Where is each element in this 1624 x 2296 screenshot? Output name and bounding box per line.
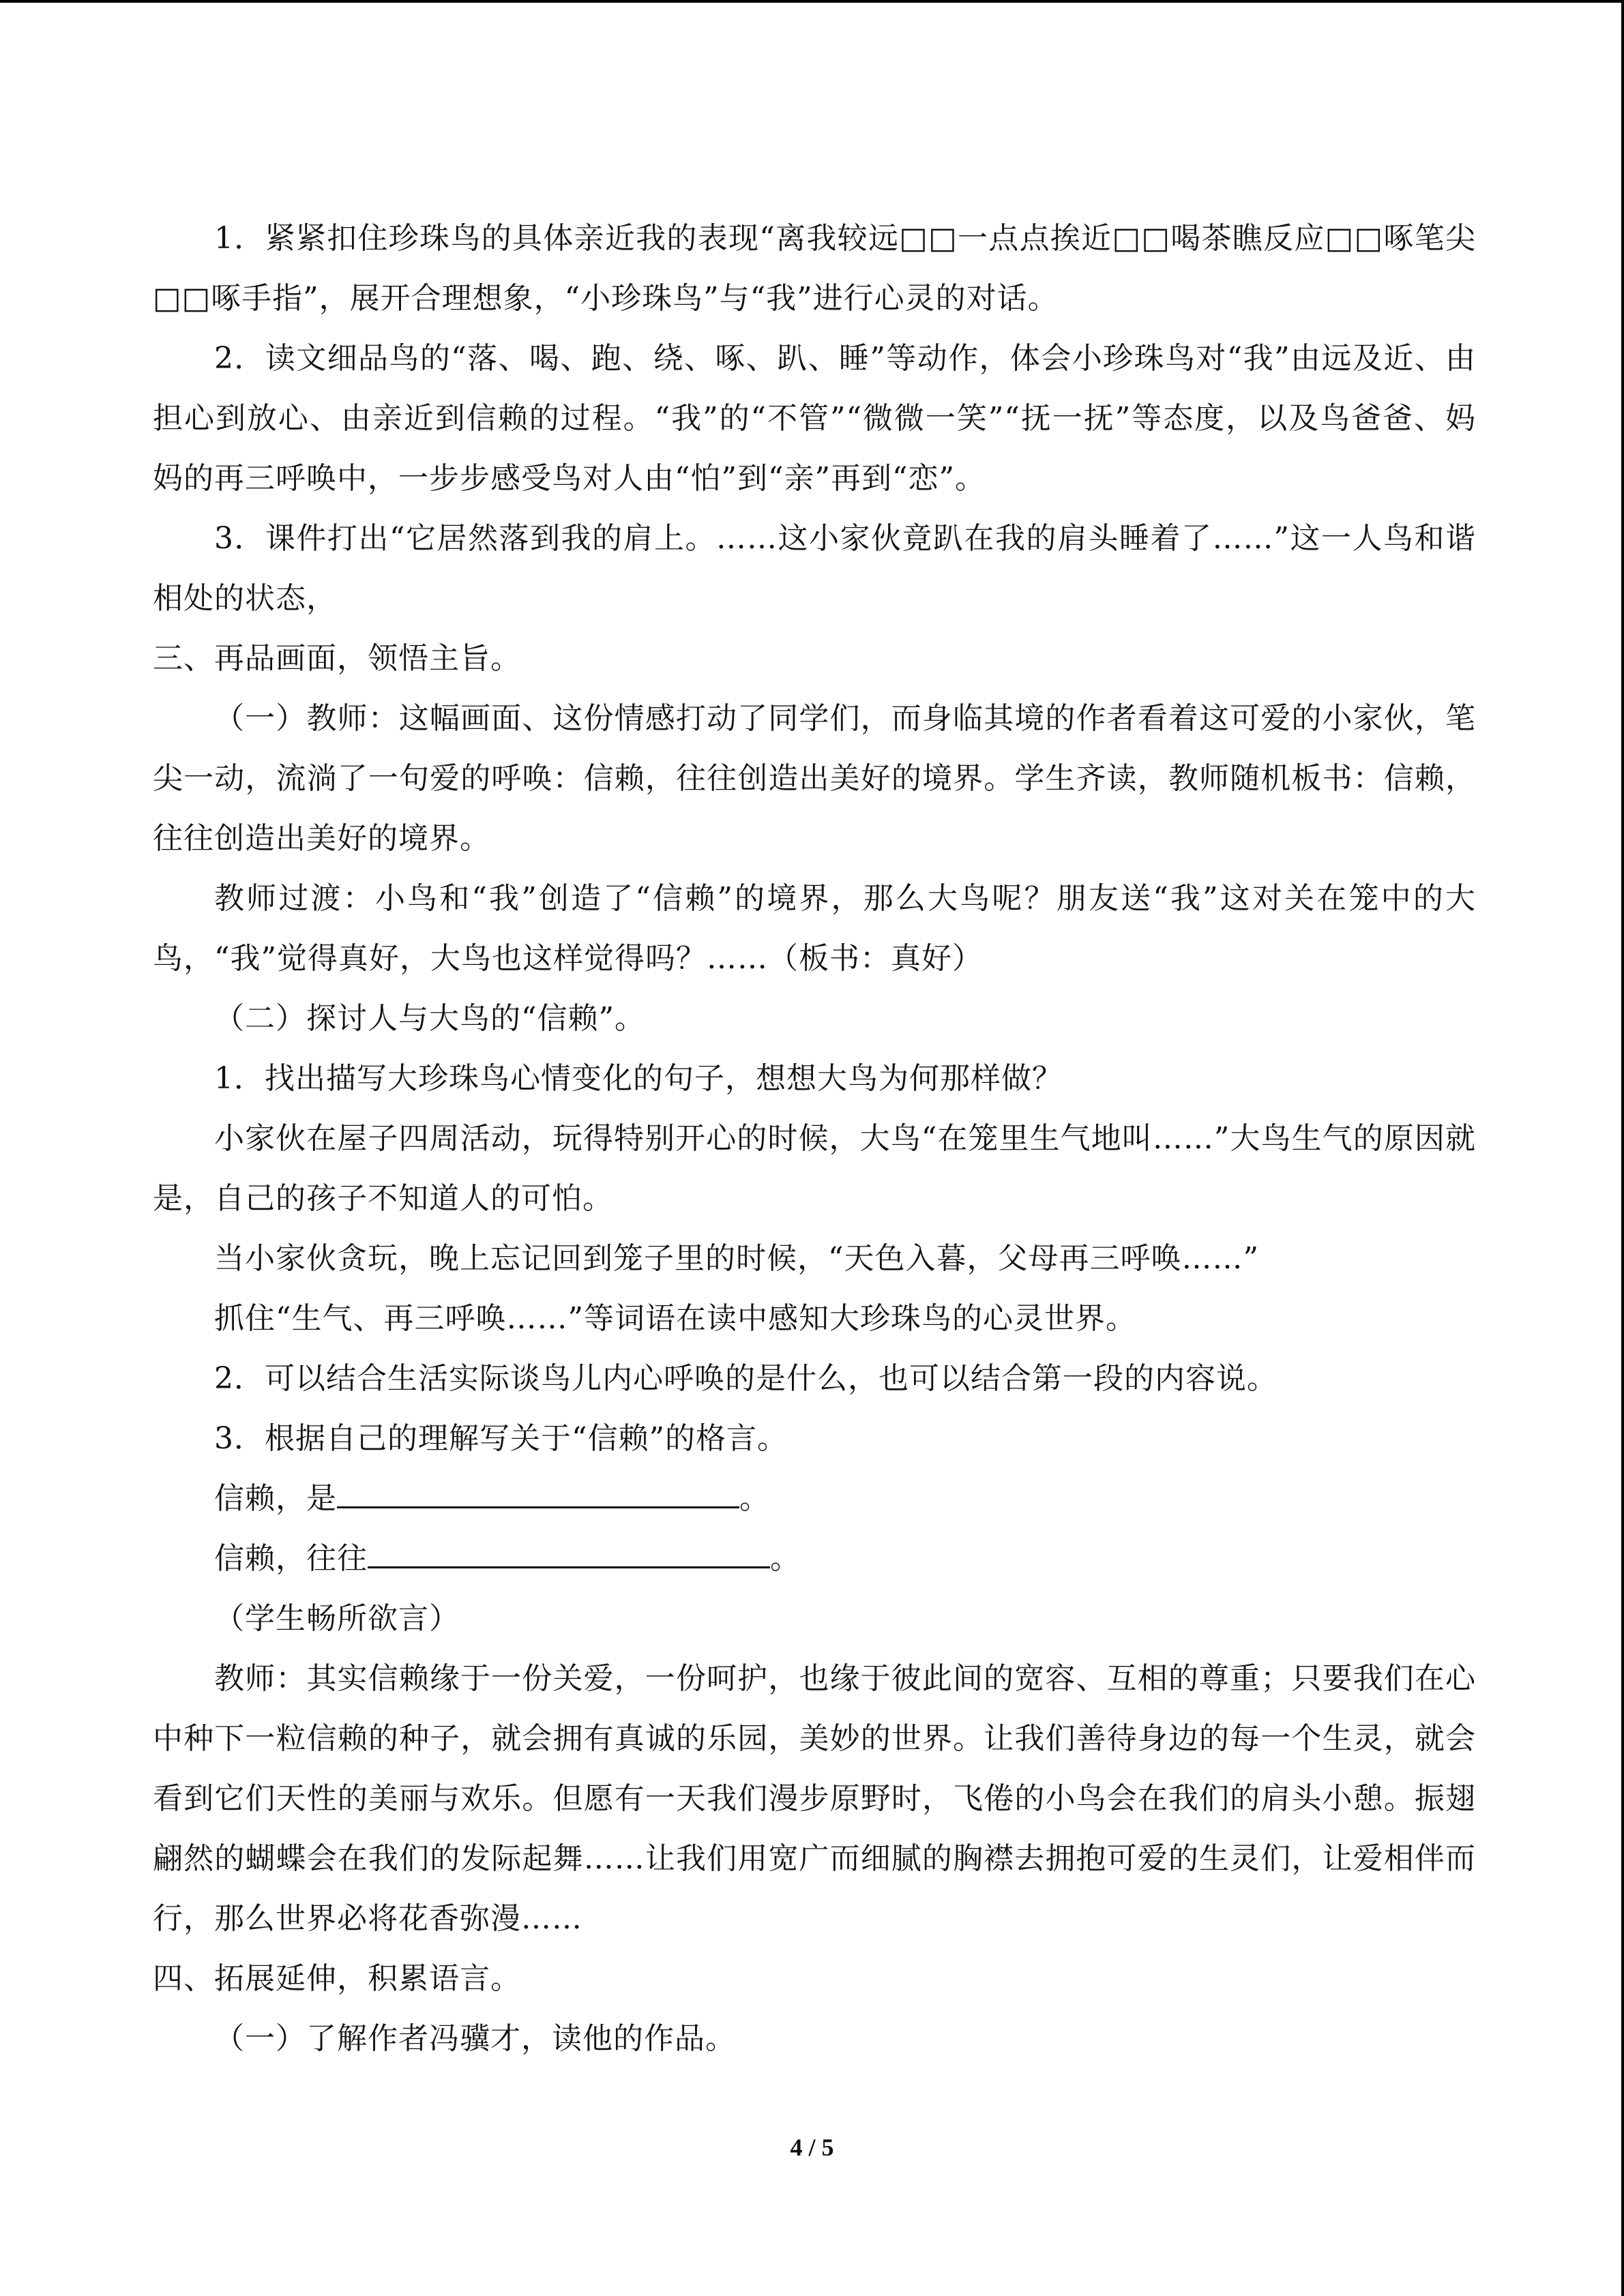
paragraph-item-b1: 1．找出描写大珍珠鸟心情变化的句子，想想大鸟为何那样做？ [214,1061,1063,1096]
page-right-border [1621,0,1624,2296]
section-heading-4: 四、拓展延伸，积累语言。 [153,1961,521,1996]
paragraph-item-b2: 2．可以结合生活实际谈鸟儿内心呼唤的是什么，也可以结合第一段的内容说。 [214,1361,1278,1396]
subheading-2: （二）探讨人与大鸟的“信赖”。 [214,1001,645,1036]
fill-blank-prefix: 信赖，往往 [214,1541,368,1576]
paragraph-item-b3: 3．根据自己的理解写关于“信赖”的格言。 [214,1421,788,1456]
document-body [153,209,1476,2069]
paragraph-item-1: 1．紧紧扣住珍珠鸟的具体亲近我的表现“离我较远□□一点点挨近□□喝茶瞧反应□□啄笔尖□□啄手指”，展开合理想象，“小珍珠鸟”与“我”进行心灵的对话。 [153,221,1476,316]
fill-blank-suffix: 。 [770,1541,801,1576]
subheading-author: （一）了解作者冯骥才，读他的作品。 [214,2021,736,2056]
paragraph-teacher-2: 教师：其实信赖缘于一份关爱，一份呵护，也缘于彼此间的宽容、互相的尊重；只要我们在心中种下一粒信赖的种子，就会拥有真诚的乐园，美妙的世界。让我们善待身边的每一个生灵，就会看到它们天性的美丽与欢乐。但愿有一天我们漫步原野时，飞倦的小鸟会在我们的肩头小憩。振翅翩然的蝴蝶会在我们的发际起舞……让我们用宽广而细腻的胸襟去拥抱可爱的生灵们，让爱相伴而行，那么世界必将花香弥漫…… [153,1661,1476,1936]
paragraph-item-3: 3．课件打出“它居然落到我的肩上。……这小家伙竟趴在我的肩头睡着了……”这一人鸟和谐相处的状态， [153,521,1476,616]
fill-blank-prefix: 信赖，是 [214,1481,337,1516]
paragraph-bird-angry: 小家伙在屋子四周活动，玩得特别开心的时候，大鸟“在笼里生气地叫……”大鸟生气的原因就是，自己的孩子不知道人的可怕。 [153,1121,1476,1216]
page-top-border [0,0,1624,3]
section-heading-3: 三、再品画面，领悟主旨。 [153,641,521,676]
fill-blank-underline[interactable] [368,1530,770,1568]
fill-blank-suffix: 。 [739,1481,770,1516]
paragraph-bird-call: 当小家伙贪玩，晚上忘记回到笼子里的时候，“天色入暮，父母再三呼唤……” [214,1241,1259,1276]
fill-blank-line-2 [153,1529,1476,1589]
paragraph-item-2: 2．读文细品鸟的“落、喝、跑、绕、啄、趴、睡”等动作，体会小珍珠鸟对“我”由远及近、由担心到放心、由亲近到信赖的过程。“我”的“不管”“微微一笑”“抚一抚”等态度，以及鸟爸爸、妈妈的再三呼唤中，一步步感受鸟对人由“怕”到“亲”再到“恋”。 [153,341,1476,496]
page-number: 4 / 5 [790,2134,834,2161]
paragraph-students: （学生畅所欲言） [214,1601,460,1636]
fill-blank-underline[interactable] [337,1470,739,1508]
fill-blank-line-1 [153,1469,1476,1529]
paragraph-transition: 教师过渡：小鸟和“我”创造了“信赖”的境界，那么大鸟呢？朋友送“我”这对关在笼中的大鸟，“我”觉得真好，大鸟也这样觉得吗？……（板书：真好） [153,881,1476,976]
paragraph-teacher-1: （一）教师：这幅画面、这份情感打动了同学们，而身临其境的作者看着这可爱的小家伙，笔尖一动，流淌了一句爱的呼唤：信赖，往往创造出美好的境界。学生齐读，教师随机板书：信赖，往往创造出美好的境界。 [153,701,1476,856]
paragraph-grasp-words: 抓住“生气、再三呼唤……”等词语在读中感知大珍珠鸟的心灵世界。 [214,1301,1136,1336]
